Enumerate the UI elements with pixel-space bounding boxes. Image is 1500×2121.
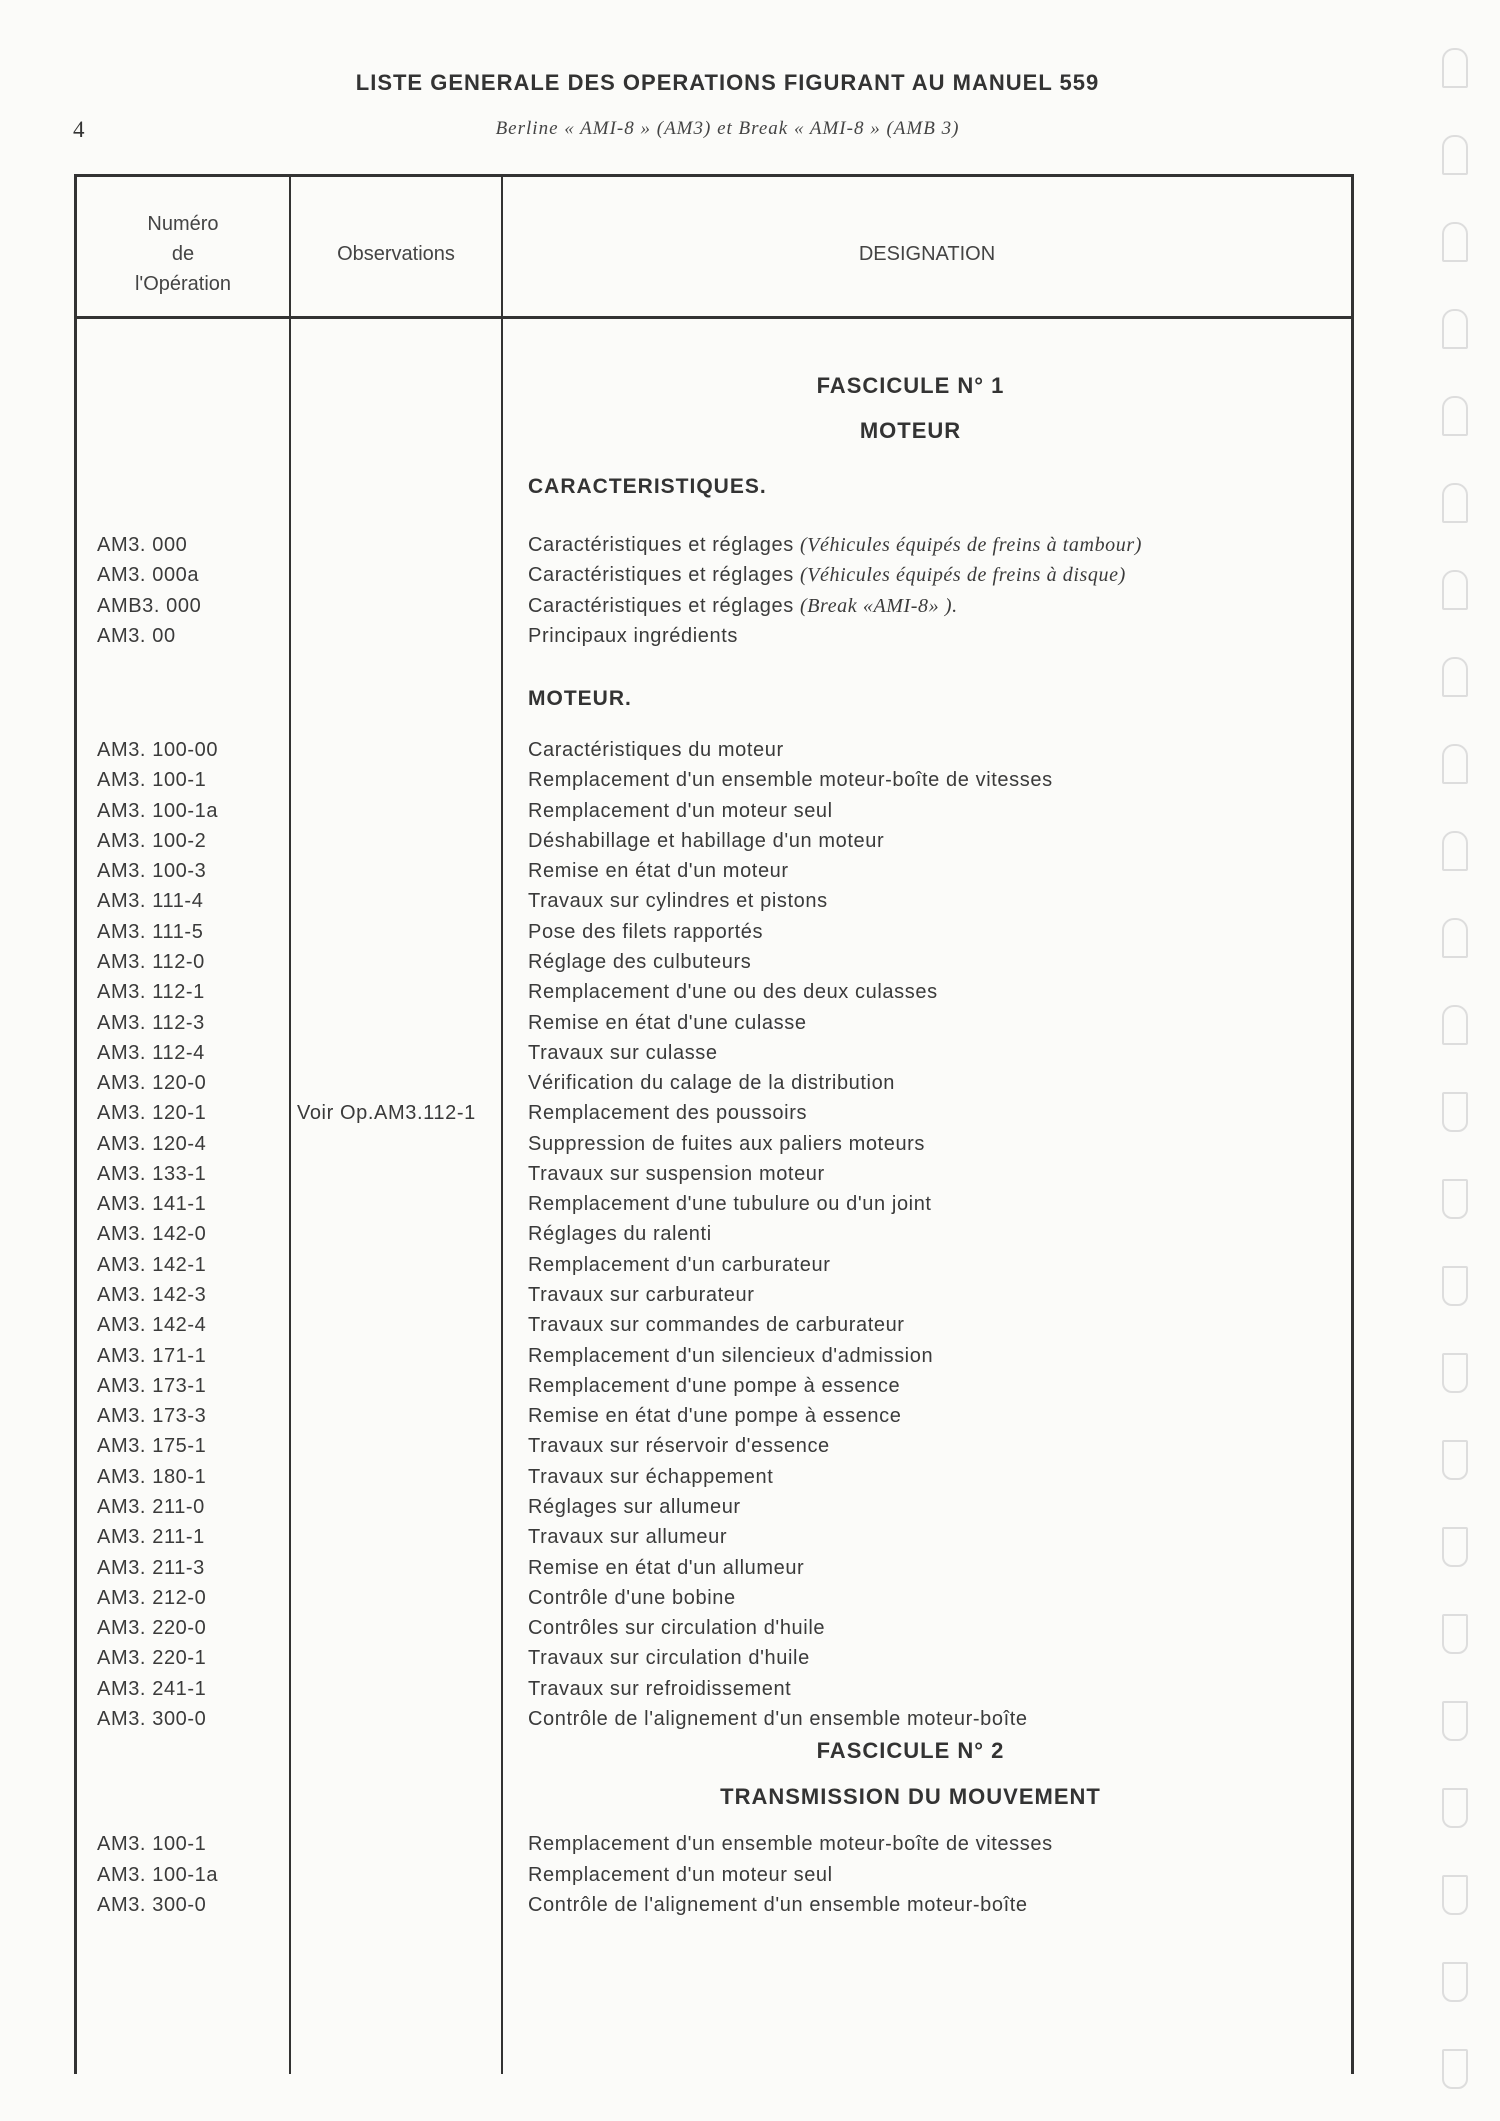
operation-number: AM3. 100-00 (97, 739, 219, 761)
operation-number: AM3. 141-1 (97, 1193, 207, 1216)
operation-number: AM3. 112-0 (97, 950, 205, 973)
binder-tab-mark (1442, 1701, 1468, 1741)
operation-number: AM3. 211-0 (97, 1496, 205, 1518)
designation-text: Caractéristiques et réglages (528, 534, 800, 556)
column-header-numero: Numéro de l'Opération (134, 213, 232, 295)
binder-tab-mark (1442, 222, 1468, 262)
operation-number: AM3. 120-1 (97, 1102, 207, 1125)
operation-designation (528, 621, 738, 651)
section-heading-caracteristiques: CARACTERISTIQUES. (528, 475, 767, 498)
operation-designation: Remplacement d'un ensemble moteur-boîte de vitesses (528, 1833, 1053, 1855)
binder-tab-mark (1442, 1092, 1468, 1132)
operation-designation: Réglage des culbuteurs (528, 950, 752, 973)
binder-tab-mark (1442, 2049, 1468, 2089)
binder-tab-mark (1442, 1962, 1468, 2002)
binder-tab-mark (1442, 309, 1468, 349)
operation-number: AM3. 111-4 (97, 890, 204, 913)
operation-number: AM3. 175-1 (97, 1435, 207, 1458)
operation-designation: Suppression de fuites aux paliers moteurs (528, 1132, 926, 1155)
binder-tab-mark (1442, 831, 1468, 871)
operation-number: AM3. 142-4 (97, 1314, 207, 1337)
operation-designation: Réglages sur allumeur (528, 1496, 741, 1518)
operation-designation: Travaux sur refroidissement (528, 1677, 792, 1700)
operation-number: AM3. 220-0 (97, 1617, 207, 1640)
binder-tab-mark (1442, 1179, 1468, 1219)
designation-text: Caractéristiques et réglages (528, 564, 800, 587)
operation-number: AM3. 142-1 (97, 1253, 207, 1276)
binder-tab-mark (1442, 135, 1468, 175)
operation-designation: Pose des filets rapportés (528, 920, 764, 943)
operation-number: AM3. 000 (97, 534, 188, 556)
operation-designation: Remplacement des poussoirs (528, 1102, 808, 1125)
designation-note: (Break «AMI-8» ). (799, 594, 958, 617)
operation-number: AM3. 212-0 (97, 1586, 207, 1609)
operation-designation: Remise en état d'un moteur (528, 860, 789, 883)
operation-designation: Remplacement d'une ou des deux culasses (528, 981, 938, 1004)
operation-number: AM3. 211-1 (97, 1526, 205, 1549)
operation-designation: Travaux sur réservoir d'essence (528, 1435, 830, 1458)
binder-tab-mark (1442, 1527, 1468, 1567)
operation-designation: Remplacement d'un moteur seul (528, 799, 833, 822)
binder-tab-mark (1442, 483, 1468, 523)
binder-tab-mark (1442, 1614, 1468, 1654)
operation-number: AM3. 211-3 (97, 1556, 205, 1579)
operation-designation (528, 591, 958, 621)
document-title: LISTE GENERALE DES OPERATIONS FIGURANT AU MANUEL 559 (355, 70, 1100, 95)
operation-designation (528, 530, 1142, 560)
operation-number: AM3. 100-3 (97, 860, 207, 883)
operation-number: AM3. 220-1 (97, 1647, 207, 1670)
binder-tab-mark (1442, 918, 1468, 958)
page-number: 4 (73, 117, 85, 142)
operation-number: AM3. 000a (97, 564, 200, 587)
document-subtitle: Berline « AMI-8 » (AM3) et Break « AMI-8 » (AMB 3) (495, 118, 960, 139)
binder-tab-mark (1442, 48, 1468, 88)
operation-number: AM3. 100-1 (97, 1833, 207, 1855)
operation-number: AM3. 111-5 (97, 920, 204, 943)
operation-designation: Caractéristiques du moteur (528, 739, 784, 761)
fascicule-2-subtitle: TRANSMISSION DU MOUVEMENT (720, 1784, 1101, 1809)
binder-tab-mark (1442, 1788, 1468, 1828)
operation-designation: Remplacement d'une pompe à essence (528, 1374, 901, 1397)
binder-tab-mark (1442, 1875, 1468, 1915)
operation-number: AM3. 142-3 (97, 1284, 207, 1307)
operation-number: AM3. 112-4 (97, 1041, 205, 1064)
operation-designation: Déshabillage et habillage d'un moteur (528, 829, 885, 852)
operation-designation: Remise en état d'un allumeur (528, 1556, 805, 1579)
operation-designation: Travaux sur commandes de carburateur (528, 1314, 905, 1337)
operation-number: AM3. 120-4 (97, 1132, 207, 1155)
binder-tab-mark (1442, 1005, 1468, 1045)
section-heading-moteur: MOTEUR. (528, 687, 632, 710)
fascicule-2-title: FASCICULE N° 2 (816, 1738, 1005, 1763)
operation-designation (528, 560, 1126, 590)
operation-number: AM3. 100-1a (97, 799, 219, 822)
operation-designation: Travaux sur circulation d'huile (528, 1647, 810, 1670)
operation-observation: Voir Op.AM3.112-1 (297, 1102, 476, 1125)
operation-number: AM3. 133-1 (97, 1162, 207, 1185)
column-header-designation: DESIGNATION (858, 243, 996, 265)
operation-designation: Remplacement d'une tubulure ou d'un joint (528, 1193, 932, 1216)
operation-designation: Vérification du calage de la distribution (528, 1072, 896, 1095)
operation-designation: Travaux sur échappement (528, 1465, 774, 1488)
operation-designation: Travaux sur cylindres et pistons (528, 890, 828, 913)
designation-note: (Véhicules équipés de freins à tambour) (799, 534, 1143, 556)
operation-number: AM3. 241-1 (97, 1677, 207, 1700)
binder-tab-mark (1442, 1440, 1468, 1480)
operation-number: AM3. 300-0 (97, 1707, 207, 1730)
fascicule-1-subtitle: MOTEUR (859, 418, 962, 443)
operation-number: AM3. 171-1 (97, 1344, 207, 1367)
binder-tab-mark (1442, 744, 1468, 784)
operation-designation: Remplacement d'un ensemble moteur-boîte de vitesses (528, 769, 1053, 792)
operation-number: AM3. 120-0 (97, 1072, 207, 1095)
operation-number: AM3. 100-1a (97, 1863, 219, 1886)
operation-designation: Travaux sur suspension moteur (528, 1162, 825, 1185)
operation-designation: Contrôle de l'alignement d'un ensemble moteur-boîte (528, 1707, 1028, 1730)
operation-number: AM3. 300-0 (97, 1894, 207, 1916)
operation-designation: Remplacement d'un silencieux d'admission (528, 1344, 934, 1367)
operation-designation: Contrôle de l'alignement d'un ensemble moteur-boîte (528, 1894, 1028, 1916)
binder-tab-mark (1442, 1266, 1468, 1306)
operation-designation: Contrôle d'une bobine (528, 1586, 736, 1609)
operation-number: AM3. 173-1 (97, 1374, 207, 1397)
operation-number: AM3. 180-1 (97, 1465, 207, 1488)
operation-designation: Remise en état d'une pompe à essence (528, 1405, 902, 1428)
fascicule-1-title: FASCICULE N° 1 (816, 373, 1005, 398)
column-divider-1 (289, 174, 291, 2074)
operation-number: AM3. 112-3 (97, 1011, 205, 1034)
operation-designation: Remplacement d'un carburateur (528, 1253, 831, 1276)
operation-designation: Remise en état d'une culasse (528, 1011, 807, 1034)
header-divider (74, 316, 1354, 319)
column-header-observations: Observations (337, 243, 455, 265)
operation-number: AM3. 00 (97, 624, 176, 647)
designation-text: Caractéristiques et réglages (528, 594, 800, 617)
binder-tab-mark (1442, 1353, 1468, 1393)
operation-number: AM3. 100-2 (97, 829, 207, 852)
designation-text: Principaux ingrédients (528, 624, 738, 647)
binder-tab-mark (1442, 570, 1468, 610)
operation-number: AM3. 173-3 (97, 1405, 207, 1428)
operation-designation: Travaux sur carburateur (528, 1284, 755, 1307)
operation-number: AM3. 112-1 (97, 981, 205, 1004)
operation-number: AM3. 100-1 (97, 769, 207, 792)
designation-note: (Véhicules équipés de freins à disque) (799, 564, 1126, 587)
operation-designation: Travaux sur culasse (528, 1041, 718, 1064)
operation-designation: Contrôles sur circulation d'huile (528, 1617, 826, 1640)
operation-number: AMB3. 000 (97, 594, 202, 617)
operation-designation: Remplacement d'un moteur seul (528, 1863, 833, 1886)
binder-tabs (1442, 0, 1472, 2121)
binder-tab-mark (1442, 396, 1468, 436)
operation-designation: Réglages du ralenti (528, 1223, 712, 1246)
operation-designation: Travaux sur allumeur (528, 1526, 728, 1549)
operation-number: AM3. 142-0 (97, 1223, 207, 1246)
binder-tab-mark (1442, 657, 1468, 697)
